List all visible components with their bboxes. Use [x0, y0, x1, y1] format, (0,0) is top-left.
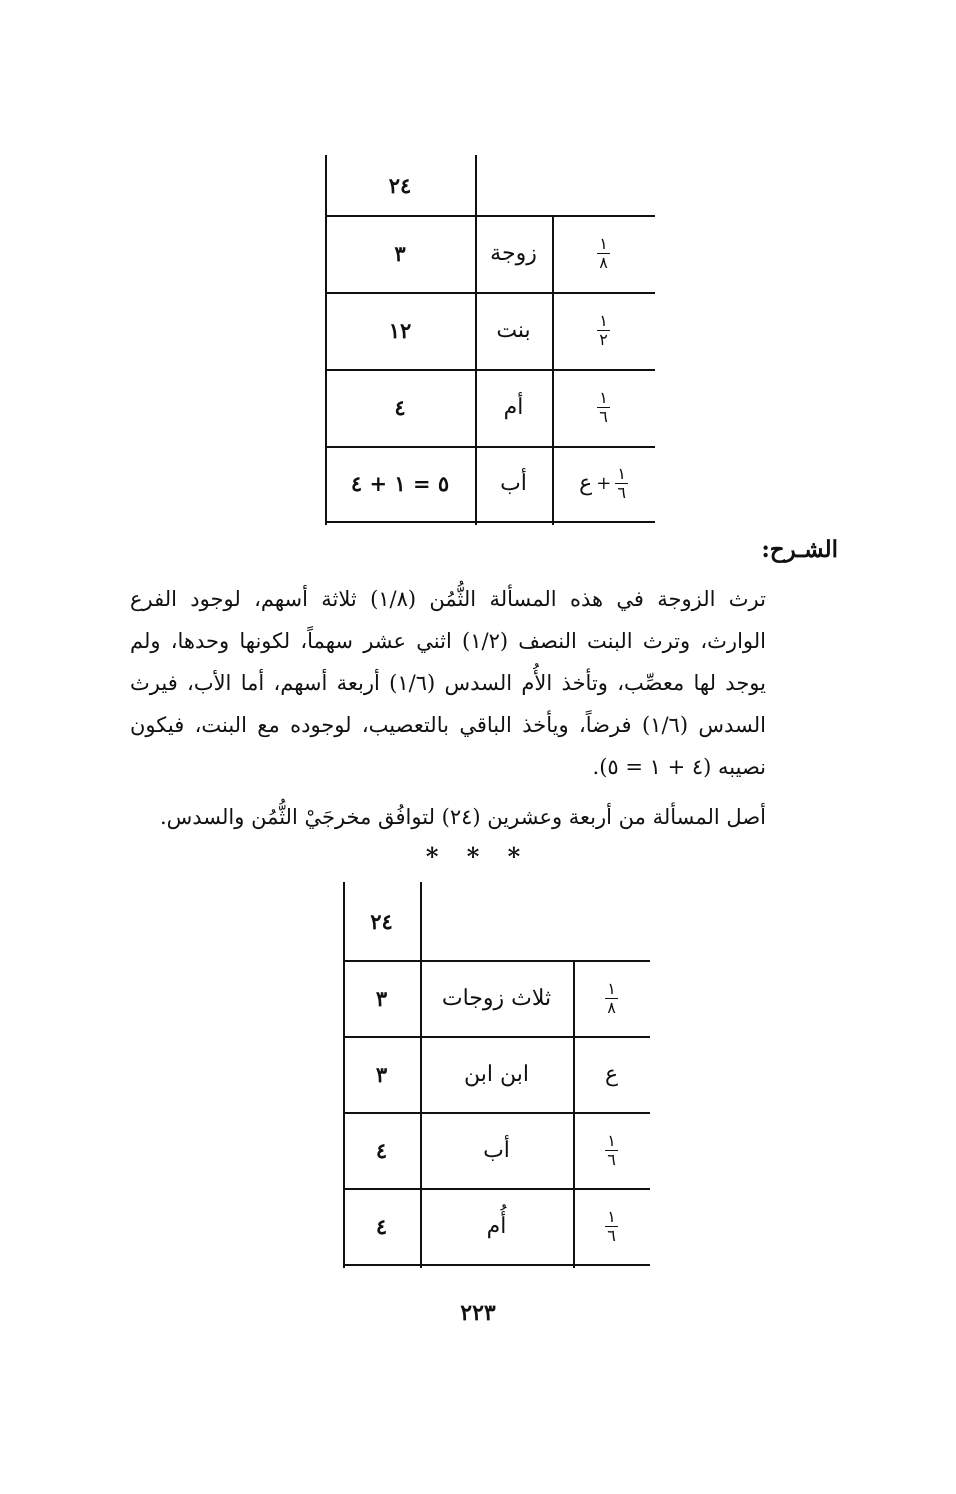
fraction — [615, 466, 628, 501]
fraction — [597, 313, 610, 348]
table-total: ٢٤ — [370, 908, 393, 934]
fraction-numerator: ١ — [607, 1130, 616, 1150]
fraction-cell — [552, 446, 655, 521]
fraction-denominator: ٢ — [599, 330, 608, 349]
residue-mark: ع — [579, 471, 593, 496]
share-cell: ٤ — [394, 395, 406, 420]
fraction-denominator: ٨ — [599, 253, 608, 272]
heir-cell: أم — [503, 395, 524, 420]
fraction-cell — [573, 960, 650, 1036]
fraction-denominator: ٦ — [607, 1149, 616, 1169]
inheritance-table-2 — [343, 882, 650, 1268]
fraction-numerator: ١ — [607, 1206, 616, 1226]
residue-cell: ع — [604, 1061, 619, 1087]
share-cell: ٤ — [375, 1213, 388, 1239]
share-cell: ٤ — [375, 1137, 388, 1163]
heir-cell: أب — [500, 471, 527, 496]
fraction — [605, 1206, 618, 1245]
plus-sign: + — [596, 473, 612, 494]
fraction-cell — [552, 292, 655, 369]
section-separator: * * * — [425, 842, 531, 871]
paragraph-line: ترث الزوجة في هذه المسألة الثُّمُن (١/٨) ثلاثة أسهم، لوجود الفرع — [130, 587, 766, 611]
fraction — [597, 390, 610, 425]
explanation-heading: الشـرح: — [761, 536, 838, 563]
table-line — [343, 1264, 650, 1266]
fraction-numerator: ١ — [599, 234, 608, 253]
paragraph-line: الوارث، وترث البنت النصف (١/٢) اثني عشر سهماً، لكونها وحدها، ولم — [130, 629, 766, 653]
fraction-numerator: ١ — [599, 311, 608, 330]
share-cell: ٥ = ١ + ٤ — [350, 471, 450, 496]
fraction — [605, 978, 618, 1017]
explanation-paragraph — [130, 578, 806, 788]
fraction-denominator: ٦ — [607, 1225, 616, 1245]
share-cell: ١٢ — [388, 318, 412, 343]
fraction-denominator: ٨ — [607, 997, 616, 1017]
table-line — [325, 521, 655, 523]
paragraph-line: يوجد لها معصِّب، وتأخذ الأُم السدس (١/٦) أربعة أسهم، أما الأب، فيرث — [130, 671, 767, 695]
base-of-case-paragraph: أصل المسألة من أربعة وعشرين (٢٤) لتوافُق مخرجَيْ الثُّمُن والسدس. — [159, 805, 766, 829]
fraction-denominator: ٦ — [617, 483, 626, 502]
page-number: ٢٢٣ — [460, 1300, 496, 1326]
share-cell: ٣ — [394, 241, 406, 266]
fraction-denominator: ٦ — [599, 407, 608, 426]
fraction-cell — [573, 1188, 650, 1264]
paragraph-line: السدس (١/٦) فرضاً، ويأخذ الباقي بالتعصيب، لوجوده مع البنت، فيكون — [130, 713, 767, 737]
paragraph-line: نصيبه (٤ + ١ = ٥). — [592, 755, 766, 779]
share-cell: ٣ — [375, 1061, 388, 1087]
heir-cell: أُم — [486, 1213, 507, 1239]
fraction — [597, 236, 610, 271]
heir-cell: ابن ابن — [464, 1061, 529, 1087]
fraction — [605, 1130, 618, 1169]
inheritance-table-1 — [325, 155, 655, 525]
table-total: ٢٤ — [388, 172, 412, 198]
fraction-numerator: ١ — [607, 978, 616, 998]
fraction-cell — [552, 369, 655, 446]
fraction-cell — [573, 1112, 650, 1188]
fraction-numerator: ١ — [599, 388, 608, 407]
share-cell: ٣ — [375, 985, 388, 1011]
heir-cell: ثلاث زوجات — [441, 985, 552, 1011]
heir-cell: أب — [483, 1137, 510, 1163]
fraction-with-residue — [579, 466, 628, 501]
heir-cell: زوجة — [490, 241, 537, 266]
fraction-numerator: ١ — [617, 464, 626, 483]
fraction-cell — [552, 215, 655, 292]
heir-cell: بنت — [496, 318, 531, 343]
